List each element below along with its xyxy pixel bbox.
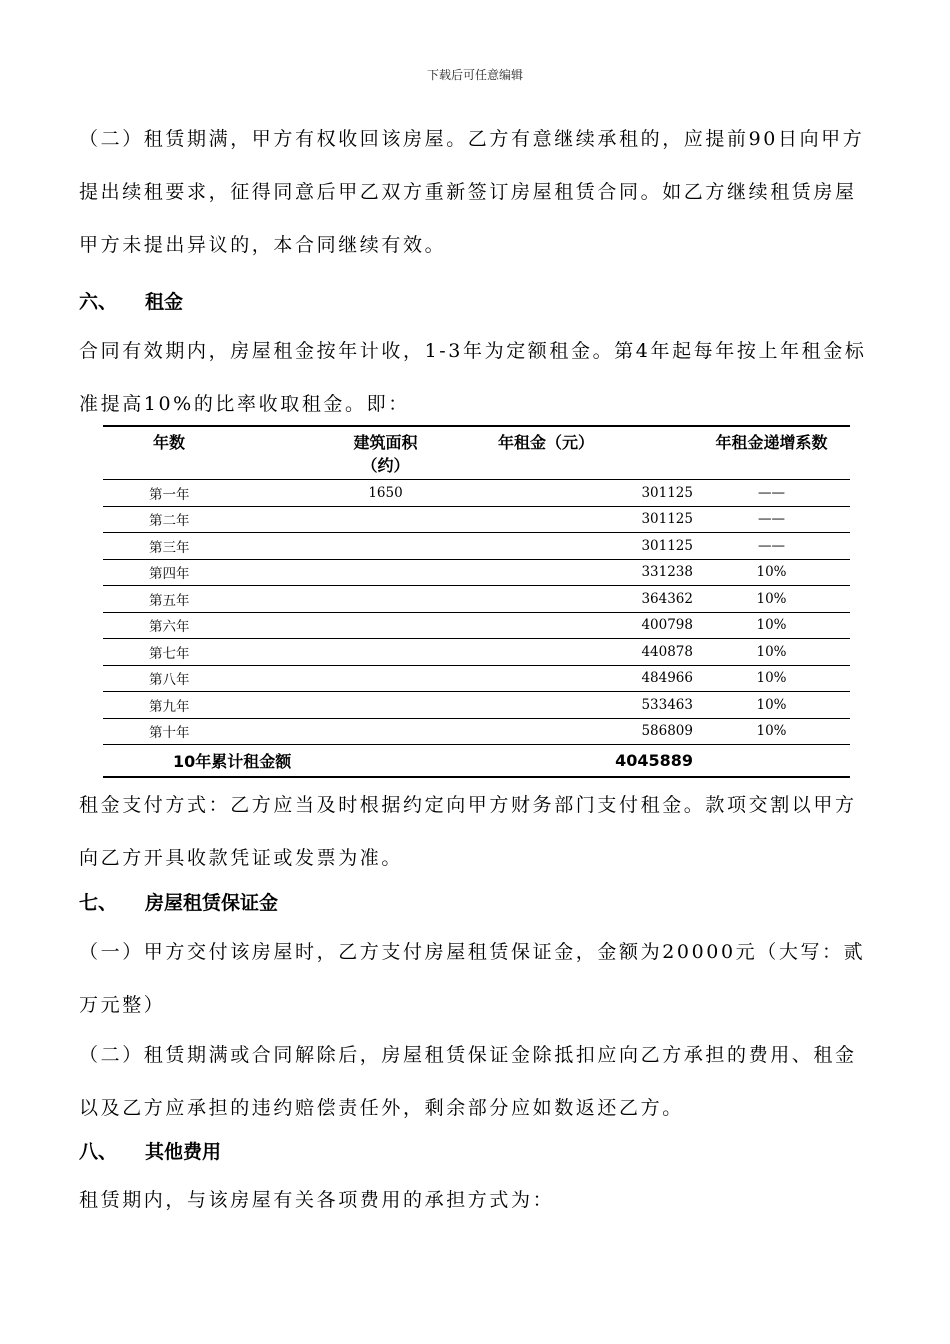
table-row	[103, 506, 850, 533]
header-area-line2: （约）	[361, 456, 410, 475]
cell-year: 第二年	[103, 506, 318, 533]
cell-rate: 10%	[693, 665, 850, 692]
rent-table	[103, 425, 850, 778]
cell-year: 第五年	[103, 586, 318, 613]
cell-area	[318, 665, 453, 692]
rent-value: 301125	[641, 484, 693, 501]
rent-value: 364362	[641, 590, 693, 607]
cell-area	[318, 718, 453, 745]
rent-table-body	[103, 480, 850, 745]
cell-year: 第十年	[103, 718, 318, 745]
cell-rate: 10%	[693, 559, 850, 586]
cell-area	[318, 639, 453, 666]
table-row	[103, 612, 850, 639]
cell-year: 第四年	[103, 559, 318, 586]
section-heading-deposit	[79, 890, 278, 916]
cell-area	[318, 559, 453, 586]
table-row	[103, 639, 850, 666]
cell-area	[318, 612, 453, 639]
table-row	[103, 718, 850, 745]
section-number: 六、	[79, 291, 118, 313]
cell-rate: 10%	[693, 612, 850, 639]
total-label: 10年累计租金额	[103, 745, 318, 778]
section-title: 其他费用	[145, 1141, 222, 1163]
rent-value: 400798	[641, 617, 693, 634]
paragraph-other-fees: 租赁期内，与该房屋有关各项费用的承担方式为：	[79, 1189, 555, 1211]
cell-rent	[453, 533, 693, 560]
cell-rent	[453, 718, 693, 745]
rent-value: 301125	[641, 511, 693, 528]
paragraph-deposit-payment: （一）甲方交付该房屋时，乙方支付房屋租赁保证金，金额为20000元（大写：贰万元整）	[79, 941, 866, 1016]
rent-value: 484966	[641, 670, 693, 687]
header-year: 年数	[103, 426, 318, 480]
section-title: 租金	[145, 291, 184, 313]
table-total-row	[103, 745, 850, 778]
cell-area: 1650	[318, 480, 453, 507]
page-header: 下载后可任意编辑	[426, 68, 523, 82]
cell-year: 第七年	[103, 639, 318, 666]
cell-rent	[453, 665, 693, 692]
header-area	[318, 426, 453, 480]
rent-value: 331238	[641, 564, 693, 581]
section-heading-other-fees	[79, 1139, 221, 1165]
header-area-line1: 建筑面积	[353, 433, 418, 452]
cell-rate: 10%	[693, 639, 850, 666]
total-spacer	[318, 745, 453, 778]
total-value-cell	[453, 745, 693, 778]
cell-rate: ——	[693, 533, 850, 560]
cell-year: 第九年	[103, 692, 318, 719]
rent-value: 440878	[641, 643, 693, 660]
cell-area	[318, 533, 453, 560]
cell-rent	[453, 612, 693, 639]
header-rent: 年租金（元）	[453, 426, 693, 480]
cell-year: 第一年	[103, 480, 318, 507]
table-header-row	[103, 426, 850, 480]
section-number: 七、	[79, 892, 118, 914]
cell-year: 第六年	[103, 612, 318, 639]
cell-area	[318, 506, 453, 533]
paragraph-rent-terms: 合同有效期内，房屋租金按年计收，1-3年为定额租金。第4年起每年按上年租金标准提高10%的比率收取租金。即：	[79, 340, 867, 415]
cell-rate: 10%	[693, 718, 850, 745]
paragraph-deposit-refund: （二）租赁期满或合同解除后，房屋租赁保证金除抵扣应向乙方承担的费用、租金以及乙方应承担的违约赔偿责任外，剩余部分应如数返还乙方。	[79, 1044, 857, 1119]
cell-area	[318, 586, 453, 613]
table-row	[103, 665, 850, 692]
rent-value: 533463	[641, 696, 693, 713]
paragraph-payment-method: 租金支付方式：乙方应当及时根据约定向甲方财务部门支付租金。款项交割以甲方向乙方开具收款凭证或发票为准。	[79, 794, 857, 869]
cell-rent	[453, 586, 693, 613]
section-title: 房屋租赁保证金	[145, 892, 279, 914]
cell-rent	[453, 506, 693, 533]
cell-rent	[453, 639, 693, 666]
cell-rent	[453, 559, 693, 586]
section-number: 八、	[79, 1141, 118, 1163]
cell-rate: 10%	[693, 586, 850, 613]
cell-year: 第八年	[103, 665, 318, 692]
table-row	[103, 692, 850, 719]
table-row	[103, 533, 850, 560]
cell-rent	[453, 692, 693, 719]
rent-value: 586809	[641, 723, 693, 740]
header-rate: 年租金递增系数	[693, 426, 850, 480]
cell-rent	[453, 480, 693, 507]
rent-value: 301125	[641, 537, 693, 554]
total-value: 4045889	[615, 751, 693, 770]
table-row	[103, 480, 850, 507]
table-row	[103, 586, 850, 613]
cell-rate: ——	[693, 480, 850, 507]
table-row	[103, 559, 850, 586]
cell-rate: ——	[693, 506, 850, 533]
paragraph-renewal: （二）租赁期满，甲方有权收回该房屋。乙方有意继续承租的，应提前90日向甲方提出续租要求，征得同意后甲乙双方重新签订房屋租赁合同。如乙方继续租赁房屋甲方未提出异议的，本合同继续有效。	[79, 128, 865, 256]
total-empty	[693, 745, 850, 778]
cell-rate: 10%	[693, 692, 850, 719]
section-heading-rent	[79, 289, 183, 315]
cell-year: 第三年	[103, 533, 318, 560]
cell-area	[318, 692, 453, 719]
